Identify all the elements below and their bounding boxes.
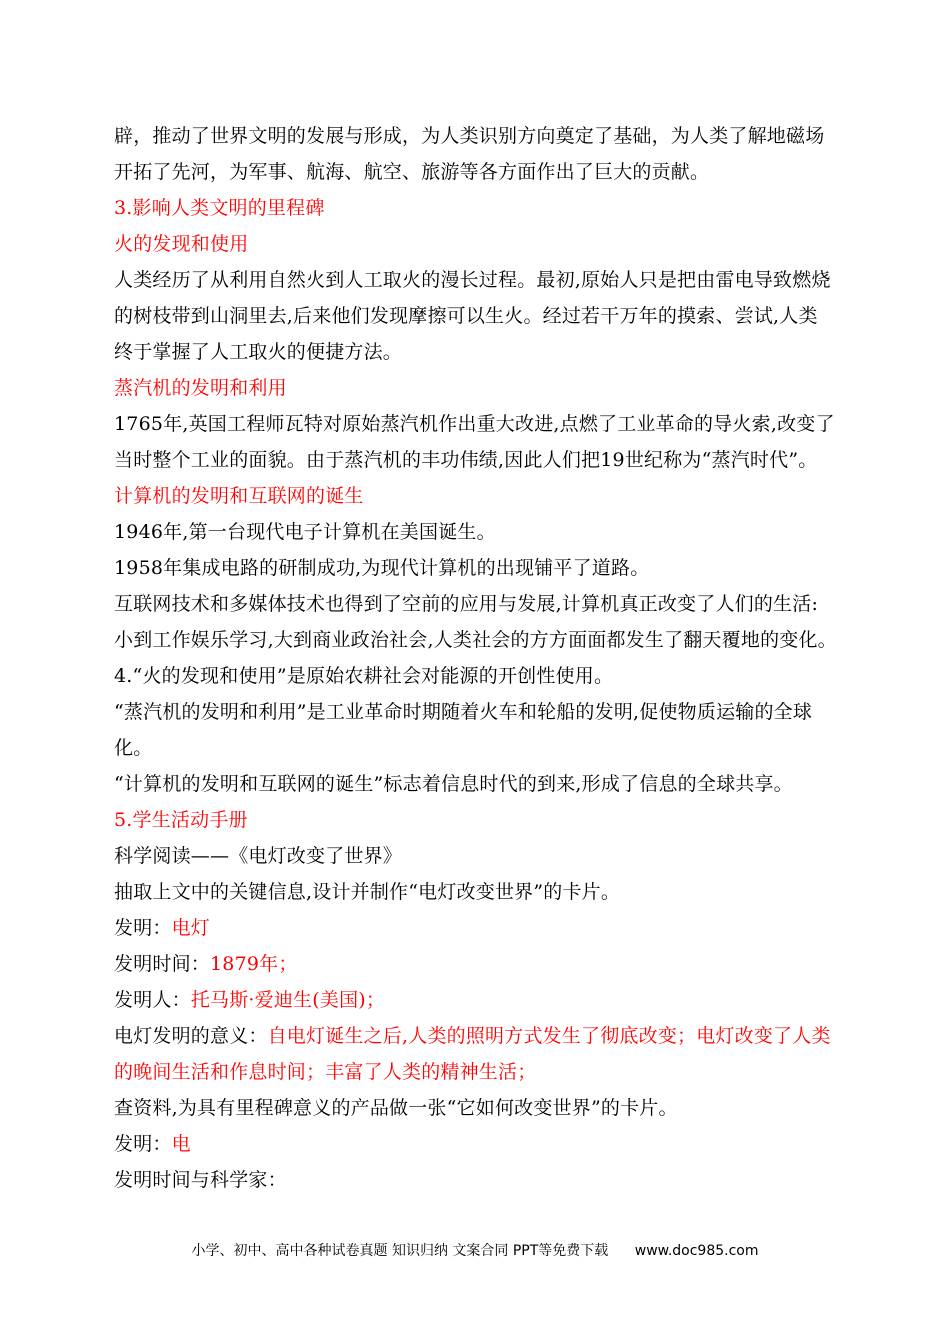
text-line <box>114 1018 844 1054</box>
highlight-text: 自电灯诞生之后,人类的照明方式发生了彻底改变；电灯改变了人类 <box>267 1025 831 1047</box>
body-text: 人类经历了从利用自然火到人工取火的漫长过程。最初,原始人只是把由雷电导致燃烧 <box>114 269 831 291</box>
text-line <box>114 550 844 586</box>
text-line <box>114 910 844 946</box>
body-text: 当时整个工业的面貌。由于蒸汽机的丰功伟绩,因此人们把19世纪称为“蒸汽时代”。 <box>114 449 818 471</box>
text-line <box>114 586 844 622</box>
body-text: 抽取上文中的关键信息,设计并制作“电灯改变世界”的卡片。 <box>114 881 621 903</box>
text-line <box>114 982 844 1018</box>
body-text: 小到工作娱乐学习,大到商业政治社会,人类社会的方方面面都发生了翻天覆地的变化。 <box>114 629 837 651</box>
text-line <box>114 730 844 766</box>
body-text: 终于掌握了人工取火的便捷方法。 <box>114 341 403 363</box>
text-line <box>114 1162 844 1198</box>
body-text: 发明人： <box>114 989 191 1011</box>
text-line <box>114 1090 844 1126</box>
text-line <box>114 370 844 406</box>
highlight-text: 托马斯·爱迪生(美国)； <box>190 989 386 1011</box>
document-body <box>114 118 844 1198</box>
body-text: 4.“火的发现和使用”是原始农耕社会对能源的开创性使用。 <box>114 665 614 687</box>
text-line <box>114 226 844 262</box>
footer-text: 小学、初中、高中各种试卷真题 知识归纳 文案合同 PPT等免费下载 <box>191 1243 609 1259</box>
text-line <box>114 802 844 838</box>
body-text: 发明时间与科学家： <box>114 1169 287 1191</box>
body-text: 的树枝带到山洞里去,后来他们发现摩擦可以生火。经过若干万年的摸索、尝试,人类 <box>114 305 818 327</box>
text-line <box>114 190 844 226</box>
text-line <box>114 694 844 730</box>
body-text: 开拓了先河，为军事、航海、航空、旅游等各方面作出了巨大的贡献。 <box>114 161 710 183</box>
text-line <box>114 334 844 370</box>
page-footer <box>0 1240 950 1260</box>
body-text: 发明： <box>114 917 172 939</box>
body-text: 电灯发明的意义： <box>114 1025 268 1047</box>
text-line <box>114 946 844 982</box>
body-text: 互联网技术和多媒体技术也得到了空前的应用与发展,计算机真正改变了人们的生活: <box>114 593 819 615</box>
highlight-text: 火的发现和使用 <box>114 233 249 255</box>
text-line <box>114 622 844 658</box>
highlight-text: 5.学生活动手册 <box>114 809 248 831</box>
text-line <box>114 154 844 190</box>
text-line <box>114 118 844 154</box>
footer-website[interactable]: www.doc985.com <box>634 1243 759 1259</box>
highlight-text: 电灯 <box>171 917 211 939</box>
text-line <box>114 262 844 298</box>
highlight-text: 的晚间生活和作息时间；丰富了人类的精神生活； <box>114 1061 537 1083</box>
body-text: “蒸汽机的发明和利用”是工业革命时期随着火车和轮船的发明,促使物质运输的全球 <box>114 701 813 723</box>
body-text: 辟，推动了世界文明的发展与形成，为人类识别方向奠定了基础，为人类了解地磁场 <box>114 125 825 147</box>
body-text: 发明： <box>114 1133 172 1155</box>
text-line <box>114 874 844 910</box>
text-line <box>114 1126 844 1162</box>
text-line <box>114 658 844 694</box>
highlight-text: 计算机的发明和互联网的诞生 <box>114 485 364 507</box>
text-line <box>114 514 844 550</box>
body-text: 发明时间： <box>114 953 211 975</box>
highlight-text: 3.影响人类文明的里程碑 <box>114 197 325 219</box>
text-line <box>114 406 844 442</box>
body-text: 1765年,英国工程师瓦特对原始蒸汽机作出重大改进,点燃了工业革命的导火索,改变了 <box>114 413 835 435</box>
body-text: 1946年,第一台现代电子计算机在美国诞生。 <box>114 521 496 543</box>
body-text: 化。 <box>114 737 153 759</box>
text-line <box>114 766 844 802</box>
text-line <box>114 298 844 334</box>
text-line <box>114 1054 844 1090</box>
body-text: “计算机的发明和互联网的诞生”标志着信息时代的到来,形成了信息的全球共享。 <box>114 773 793 795</box>
highlight-text: 1879年； <box>210 953 298 975</box>
highlight-text: 电 <box>171 1133 191 1155</box>
text-line <box>114 838 844 874</box>
highlight-text: 蒸汽机的发明和利用 <box>114 377 287 399</box>
body-text: 1958年集成电路的研制成功,为现代计算机的出现铺平了道路。 <box>114 557 650 579</box>
body-text: 查资料,为具有里程碑意义的产品做一张“它如何改变世界”的卡片。 <box>114 1097 678 1119</box>
text-line <box>114 442 844 478</box>
text-line <box>114 478 844 514</box>
body-text: 科学阅读——《电灯改变了世界》 <box>114 845 403 867</box>
